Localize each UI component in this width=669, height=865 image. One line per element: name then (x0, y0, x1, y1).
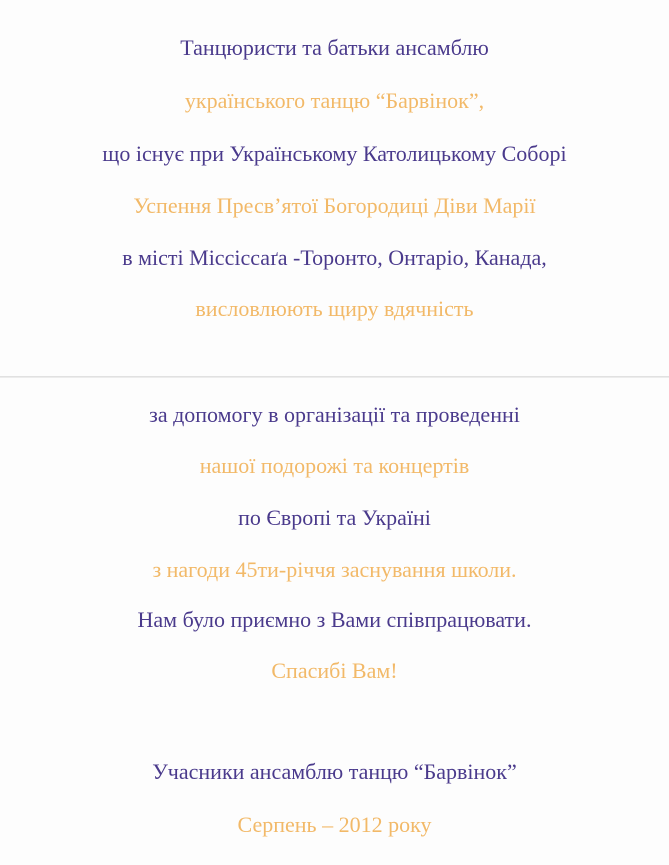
signature-line-2: Серпень – 2012 року (237, 812, 432, 837)
top-line-4: Успення Пресв’ятої Богородиці Діви Марії (133, 193, 536, 218)
top-line-2: українського танцю “Барвінок”, (184, 88, 485, 113)
top-line-3: що існує при Українському Католицькому Соборі (102, 141, 567, 166)
top-line-6: висловлюють щиру вдячність (195, 296, 474, 321)
bottom-line-6: Спасибі Вам! (271, 658, 398, 683)
top-line-1: Танцюристи та батьки ансамблю (180, 35, 489, 60)
top-line-5: в місті Міссіссаґа -Торонто, Онтаріо, Канада, (122, 245, 547, 270)
fold-divider (0, 376, 669, 378)
signature-line-1: Учасники ансамблю танцю “Барвінок” (152, 759, 517, 784)
bottom-line-2: нашої подорожі та концертів (199, 453, 470, 478)
bottom-line-1: за допомогу в організації та проведенні (149, 402, 520, 427)
bottom-line-5: Нам було приємно з Вами співпрацювати. (137, 607, 532, 632)
bottom-line-3: по Європі та Україні (238, 505, 431, 530)
bottom-line-4: з нагоди 45ти-річчя заснування школи. (152, 557, 517, 582)
